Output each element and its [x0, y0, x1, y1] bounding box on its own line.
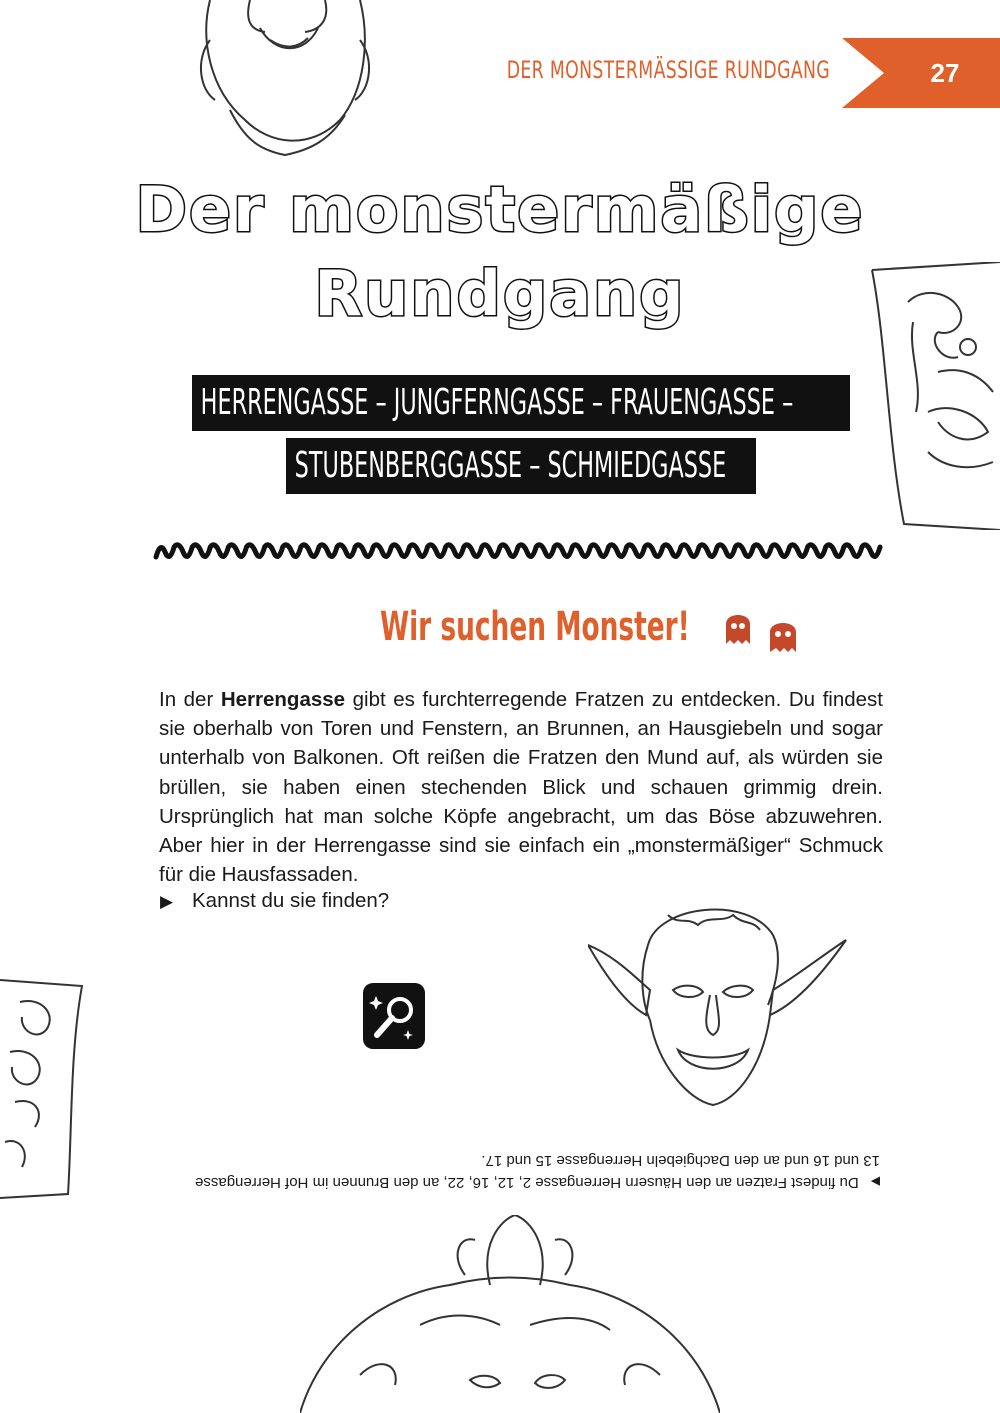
squiggle-divider — [152, 535, 884, 569]
running-header: DER MONSTERMÄSSIGE RUNDGANG — [506, 56, 830, 84]
page-title-line-2: Rundgang — [314, 257, 686, 330]
task-prompt — [160, 889, 389, 913]
magnifier-icon — [360, 980, 428, 1052]
intro-text: gibt es furchterregende Fratzen zu entdecken. Du findest sie oberhalb von Toren und Fenstern, an Brunnen, an Hausgiebeln und sogar unterhalb von Balkonen. Oft reißen die Fratzen den Mund auf, als würden sie brüllen, sie haben einen stechenden Blick und schauen grimmig drein. Ursprünglich hat man solche Köpfe angebracht, um das Böse abzuwehren. Aber hier in der Herrengasse sind sie einfach ein „monstermäßiger“ Schmuck für die Hausfassaden. — [159, 688, 883, 887]
page-title — [120, 168, 880, 336]
answer-text: Du findest Fratzen an den Häusern Herrengasse 2, 12, 16, 22, an den Brunnen im Hof Herrengasse 13 und 16 und an den Dachgiebeln Herrengasse 15 und 17. — [195, 1152, 880, 1191]
upside-down-answer — [180, 1150, 880, 1193]
street-list-line-2 — [286, 438, 756, 494]
page-number: 27 — [930, 58, 960, 88]
street-list-line-1-text: HERRENGASSE – JUNGFERNGASSE – FRAUENGASSE – — [200, 382, 794, 423]
intro-paragraph — [159, 685, 883, 889]
section-heading: Wir suchen Monster! — [380, 604, 690, 650]
street-list-line-1 — [192, 375, 850, 431]
page-title-line-1: Der monstermäßige — [135, 173, 865, 246]
ghost-icon — [720, 608, 810, 658]
street-list-line-2-text: STUBENBERGGASSE – SCHMIEDGASSE — [294, 445, 727, 486]
task-marker-icon: ▶ — [160, 892, 174, 911]
intro-prefix: In der — [159, 688, 221, 711]
intro-bold-street: Herrengasse — [220, 688, 346, 711]
goblin-face-illustration — [588, 895, 848, 1110]
grotesque-face-bottom-illustration — [300, 1215, 720, 1413]
grotesque-face-left-illustration — [0, 972, 90, 1202]
grotesque-face-top-illustration — [190, 0, 380, 160]
answer-marker-icon: ▶ — [870, 1175, 880, 1189]
task-question: Kannst du sie finden? — [192, 889, 390, 912]
grotesque-face-right-illustration — [868, 262, 1000, 530]
